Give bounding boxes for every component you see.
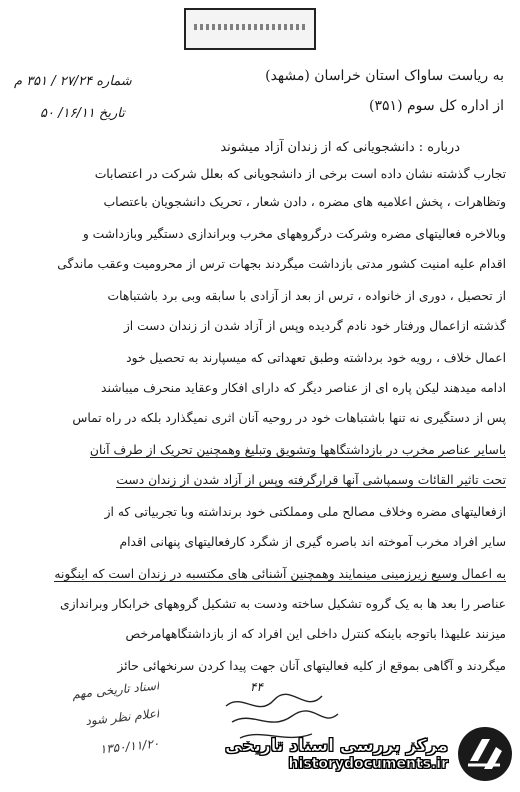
body-line bbox=[12, 442, 506, 458]
archive-watermark-logo bbox=[202, 722, 514, 786]
body-line: پس از دستگیری نه تنها باشتباهات خود در روحیه آنان اثری نمیگذارد بلکه در راه تماس bbox=[72, 411, 506, 425]
body-line bbox=[12, 472, 506, 488]
body-line: اقدام علیه امنیت کشور مدتی بازداشت میگردند بجهات ترس از محرومیت وعقب ماندگی bbox=[57, 257, 506, 271]
body-line: سایر افراد مخرب آموخته اند باصره گیری از شگرد کارفعالیتهای پنهانی اقدام bbox=[119, 535, 506, 549]
body-line: وتظاهرات ، پخش اعلامیه های مضره ، دادن شعار ، تحریک دانشجویان باعتصاب bbox=[103, 195, 506, 209]
body-line bbox=[12, 566, 506, 582]
body-line: وبالاخره فعالیتهای مضره وشرکت درگروههای مخرب وبراندازی دستگیر وبازداشت و bbox=[82, 227, 506, 241]
body-line: تجارب گذشته نشان داده است برخی از دانشجویانی که بعلل شرکت در اعتصابات bbox=[94, 167, 506, 181]
body-line: ازفعالیتهای مضره وخلاف مصالح ملی ومملکتی خود برنداشته وبا تجربیاتی که از bbox=[104, 505, 506, 519]
letter-number: شماره ۲۷/۲۴ / ۳۵۱ م bbox=[14, 74, 132, 89]
page-mark: ۴۴ bbox=[250, 680, 263, 694]
archive-emblem-icon bbox=[456, 725, 514, 783]
underlined-text: تحت تاثیر القائات وسمپاشی آنها قرارگرفته وپس از آزاد شدن از زندان دست bbox=[116, 473, 506, 487]
logo-text bbox=[225, 736, 448, 772]
body-line: گذشته ازاعمال ورفتار خود نادم گردیده وپس از آزاد شدن از زندان دست از bbox=[123, 319, 506, 333]
sender-line: از اداره کل سوم (۳۵۱) bbox=[369, 98, 504, 114]
margin-note: اعلام نظر شود bbox=[84, 706, 160, 729]
letter-date: تاریخ ۱۶/۱۱/ ۵۰ bbox=[40, 106, 125, 121]
body-line: اعمال خلاف ، رویه خود برداشته وطبق تعهداتی که میسپارند به تحصیل خود bbox=[126, 351, 506, 365]
subject-line: درباره : دانشجویانی که از زندان آزاد میشوند bbox=[220, 140, 460, 155]
underlined-text: به اعمال وسیع زیرزمینی مینمایند وهمچنین آشنائی های مکتسبه در زندان است که اینگونه bbox=[54, 567, 506, 581]
margin-note: اسناد تاریخی مهم bbox=[71, 678, 160, 702]
underlined-text: باسایر عناصر مخرب در بازداشتگاهها وتشویق وتبلیغ وهمچنین تحریک از طرف آنان bbox=[89, 443, 506, 457]
recipient-line: به ریاست ساواک استان خراسان (مشهد) bbox=[265, 68, 504, 84]
logo-url: historydocuments.ir bbox=[288, 756, 448, 772]
redacted-stamp-box bbox=[184, 8, 316, 50]
margin-note: ۱۳۵۰/۱۱/۲۰ bbox=[99, 736, 160, 757]
body-line: میزنند علیهذا باتوجه باینکه کنترل داخلی این افراد که از بازداشتگاههامرخص bbox=[125, 627, 506, 641]
body-line: ادامه میدهند لیکن پاره ای از عناصر دیگر که دارای افکار وعقاید منحرف میباشند bbox=[101, 381, 506, 395]
body-line: عناصر را بعد ها به یک گروه تشکیل ساخته ودست به تشکیل گروههای خرابکار وبراندازی bbox=[59, 597, 506, 611]
body-line: میگردند و آگاهی بموقع از کلیه فعالیتهای آنان جهت پیدا کردن سرنخهائی حائز bbox=[117, 659, 506, 673]
body-line: از تحصیل ، دوری از خانواده ، ترس از بعد از آزادی با سابقه وبی برد باشتباهات bbox=[107, 289, 506, 303]
logo-name: مرکز بررسی اسناد تاریخی bbox=[225, 736, 448, 756]
